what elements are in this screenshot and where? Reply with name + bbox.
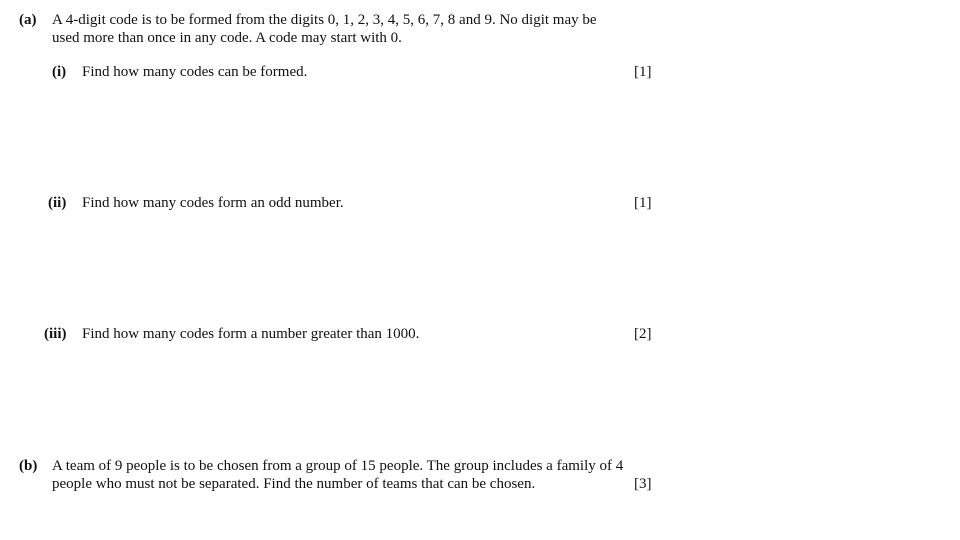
subquestion-iii-label: (iii) <box>44 326 67 342</box>
subquestion-ii-text: Find how many codes form an odd number. <box>82 195 344 211</box>
subquestion-i-label: (i) <box>52 64 67 80</box>
subquestion-iii-marks: [2] <box>634 326 652 342</box>
subquestion-i-marks: [1] <box>634 64 652 80</box>
question-b-label: (b) <box>19 458 38 474</box>
question-a-text-line1: A 4-digit code is to be formed from the digits 0, 1, 2, 3, 4, 5, 6, 7, 8 and 9. No digit may be <box>52 12 597 28</box>
subquestion-ii-label: (ii) <box>48 195 67 211</box>
question-a-label: (a) <box>19 12 37 28</box>
question-b-marks: [3] <box>634 476 652 492</box>
question-b-text-line2: people who must not be separated. Find the number of teams that can be chosen. <box>52 476 536 492</box>
question-a-text-line2: used more than once in any code. A code may start with 0. <box>52 30 402 46</box>
subquestion-iii-text: Find how many codes form a number greater than 1000. <box>82 326 420 342</box>
subquestion-i-text: Find how many codes can be formed. <box>82 64 308 80</box>
subquestion-ii-marks: [1] <box>634 195 652 211</box>
question-b-text-line1: A team of 9 people is to be chosen from a group of 15 people. The group includes a family of 4 <box>52 458 624 474</box>
